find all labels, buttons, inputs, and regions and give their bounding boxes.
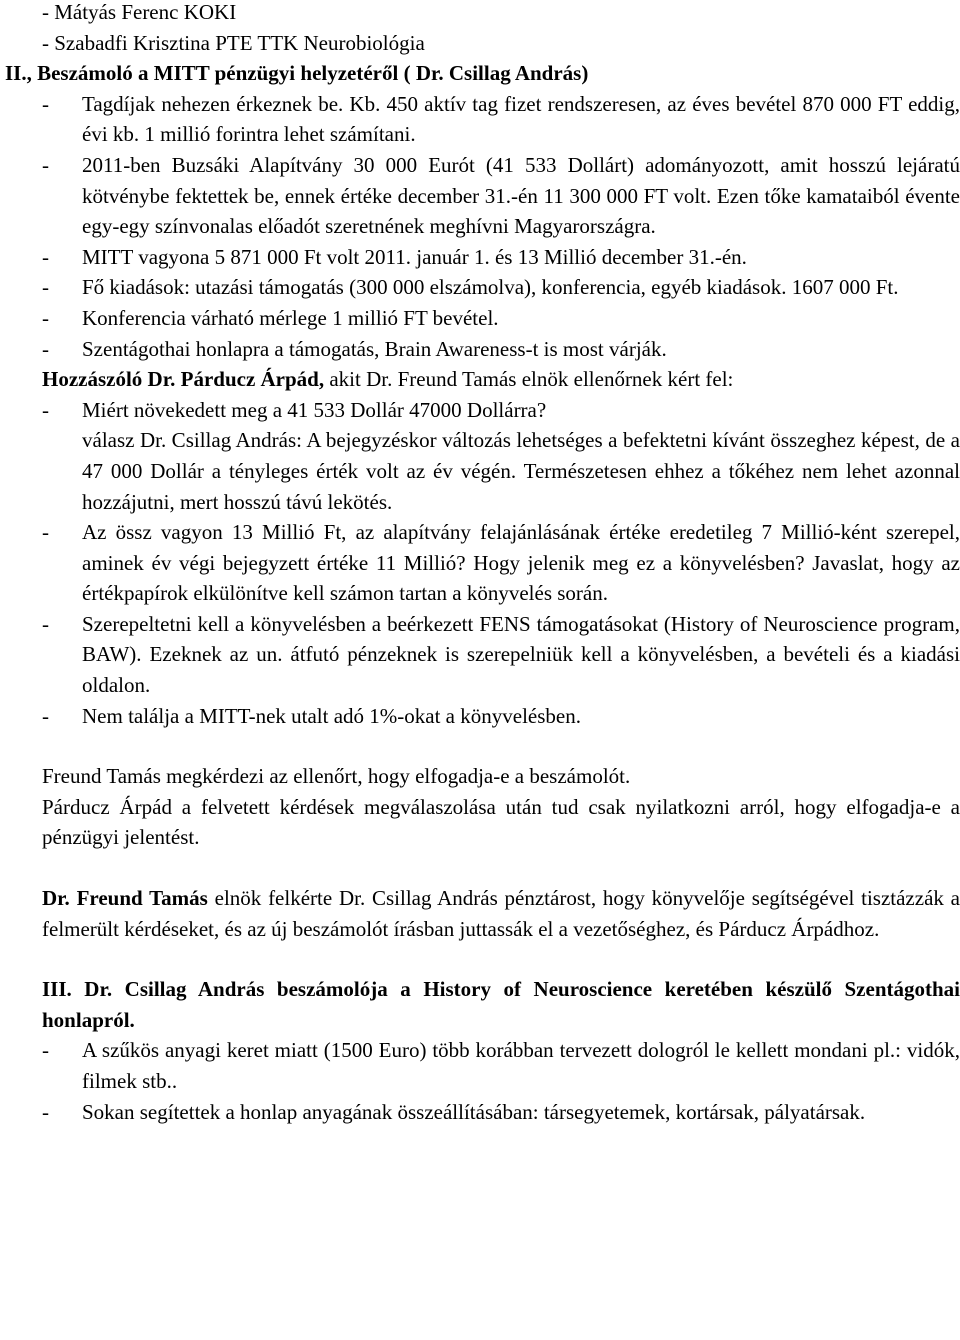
bullet-dash: - [42, 275, 49, 300]
bullet-dash: - [42, 152, 49, 177]
bullet-dash: - [42, 244, 49, 269]
section-2-heading: II., Beszámoló a MITT pénzügyi helyzetéről ( Dr. Csillag András) [5, 61, 589, 86]
list-item: - Tagdíjak nehezen érkeznek be. Kb. 450 aktív tag fizet rendszeresen, az éves bevétel 870 000 FT eddig, évi kb. 1 millió forintra lehet számítani. [42, 89, 960, 150]
bullet-dash: - [42, 611, 49, 636]
top-list-item: - Szabadfi Krisztina PTE TTK Neurobiológia [42, 30, 425, 55]
commenter-rest: akit Dr. Freund Tamás elnök ellenőrnek kért fel: [324, 367, 734, 392]
answer-paragraph: válasz Dr. Csillag András: A bejegyzéskor változás lehetséges a befektetni kívánt összeghez képest, de a 47 000 Dollár a tényleges érték volt az év végén. Természetesen ehhez a tőkéhez nem lehet azonnal hozzájutni, mert hosszú távú lekötés. [82, 428, 960, 514]
spacer [42, 944, 960, 974]
bullet-dash: - [42, 703, 49, 728]
bullet-dash: - [42, 1099, 49, 1124]
spacer [42, 731, 960, 761]
list-item: - A szűkös anyagi keret miatt (1500 Euro) több korábban tervezett dologról le kellett mondani pl.: vidók, filmek stb.. [42, 1035, 960, 1096]
list-item: - Sokan segítettek a honlap anyagának összeállításában: társegyetemek, kortársak, pályatársak. [42, 1097, 960, 1128]
bullet-dash: - [42, 1038, 49, 1063]
paragraph: Dr. Freund Tamás elnök felkérte Dr. Csillag András pénztárost, hogy könyvelője segítségével tisztázzák a felmerült kérdéseket, és az új beszámolót írásban juttassák el a vezetőséghez, és Párducz Árpádhoz. [42, 886, 960, 941]
commenter-label: Hozzászóló Dr. Párducz Árpád, [42, 367, 325, 392]
bullet-dash: - [42, 305, 49, 330]
paragraph: Freund Tamás megkérdezi az ellenőrt, hogy elfogadja-e a beszámolót. [42, 764, 631, 789]
paragraph: Párducz Árpád a felvetett kérdések megválaszolása után tud csak nyilatkozni arról, hogy elfogadja-e a pénzügyi jelentést. [42, 794, 960, 850]
question-item: - Nem találja a MITT-nek utalt adó 1%-okat a könyvelésben. [42, 701, 960, 732]
list-item: - Konferencia várható mérlege 1 millió FT bevétel. [42, 303, 960, 334]
bullet-dash: - [42, 520, 49, 545]
list-item: - Szentágothai honlapra a támogatás, Brain Awareness-t is most várják. [42, 334, 960, 365]
document-page [5, 0, 960, 1127]
list-item: - Fő kiadások: utazási támogatás (300 000 elszámolva), konferencia, egyéb kiadások. 1607 000 Ft. [42, 272, 960, 303]
bullet-dash: - [42, 336, 49, 361]
top-list-item: - Mátyás Ferenc KOKI [42, 0, 237, 24]
list-item: - MITT vagyona 5 871 000 Ft volt 2011. január 1. és 13 Millió december 31.-én. [42, 242, 960, 273]
bullet-dash: - [42, 397, 49, 422]
spacer [42, 853, 960, 883]
paragraph-bold-name: Dr. Freund Tamás [42, 886, 208, 911]
question-item: - Miért növekedett meg a 41 533 Dollár 47000 Dollárra? [42, 395, 960, 426]
question-item: - Az össz vagyon 13 Millió Ft, az alapítvány felajánlásának értéke eredetileg 7 Millió-ként szerepel, aminek év végi bejegyzett értéke 11 Millió? Hogy jelenik meg ez a könyvelésben? Javaslat, hogy az értékpapírok elkülönítve kell számon tartan a könyvelés során. [42, 517, 960, 609]
bullet-dash: - [42, 91, 49, 116]
question-item: - Szerepeltetni kell a könyvelésben a beérkezett FENS támogatásokat (History of Neuroscience program, BAW). Ezeknek az un. átfutó pénzeknek is szerepelniük kell a könyvelésben, a bevételi és a kiadási oldalon. [42, 609, 960, 701]
list-item: - 2011-ben Buzsáki Alapítvány 30 000 Eurót (41 533 Dollárt) adományozott, amit hosszú lejáratú kötvénybe fektettek be, ennek értéke december 31.-én 11 300 000 FT volt. Ezen tőke kamataiból évente egy-egy színvonalas előadót szeretnének meghívni Magyarországra. [42, 150, 960, 242]
commenter-line [42, 364, 960, 395]
section-3-heading: III. Dr. Csillag András beszámolója a History of Neuroscience keretében készülő Szentágothai honlapról. [42, 977, 960, 1032]
